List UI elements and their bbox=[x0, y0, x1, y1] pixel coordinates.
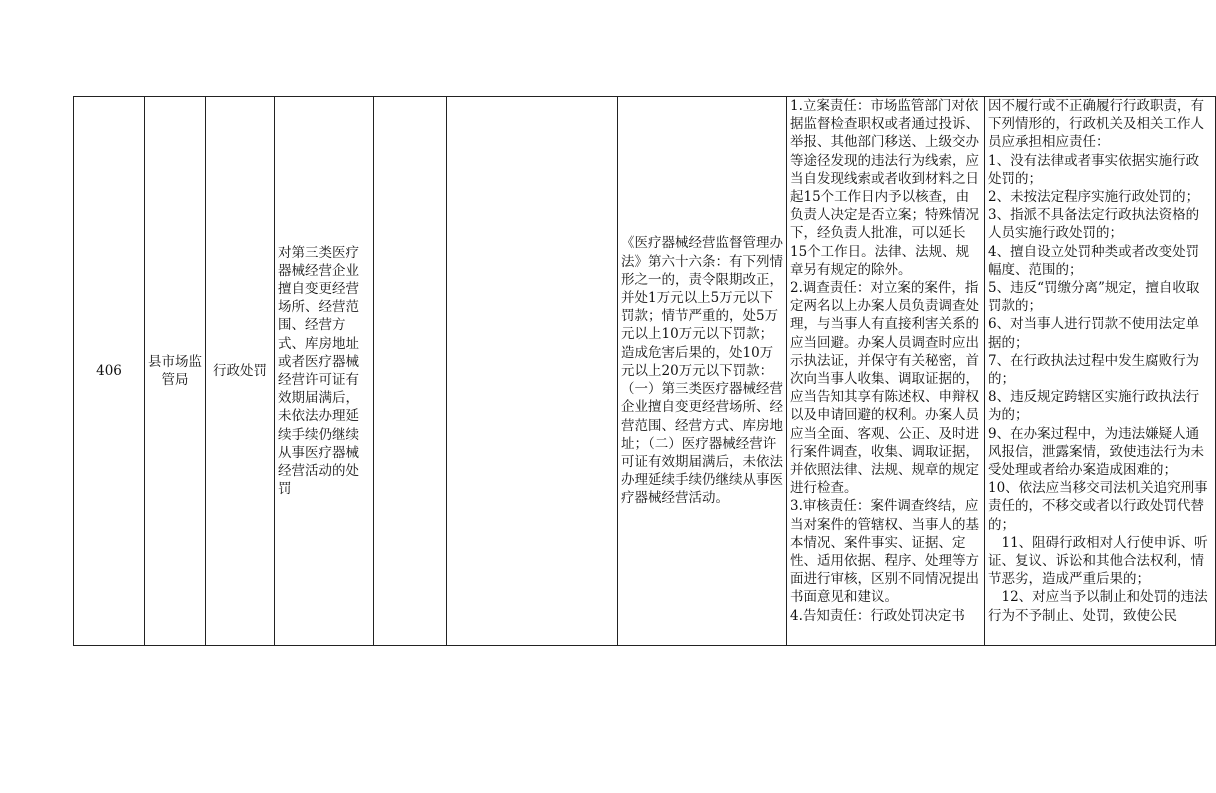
liability-intro: 因不履行或不正确履行行政职责，有下列情形的，行政机关及相关工作人员应承担相应责任： bbox=[988, 98, 1204, 151]
liability-item: 10、依法应当移交司法机关追究刑事责任的，不移交或者以行政处罚代替的； bbox=[988, 480, 1208, 533]
liability-item: 9、在办案过程中，为违法嫌疑人通风报信，泄露案情，致使违法行为未受处理或者给办案造成困难的； bbox=[988, 425, 1204, 479]
department-cell bbox=[145, 97, 206, 646]
liability-item: 7、在行政执法过程中发生腐败行为的； bbox=[988, 352, 1200, 388]
liability-item: 3、指派不具备法定行政执法资格的人员实施行政处罚的； bbox=[988, 207, 1200, 242]
responsibility-item: 3.审核责任：案件调查终结，应当对案件的管辖权、当事人的基本情况、案件事实、证据、定性、适用依据、程序、处理等方面进行审核，区别不同情况提出书面意见和建议。 bbox=[790, 498, 979, 606]
department-text: 县市场监管局 bbox=[148, 353, 202, 388]
responsibility-item: 1.立案责任：市场监管部门对依据监督检查职权或者通过投诉、举报、其他部门移送、上级交办等途径发现的违法行为线索，应当自发现线索或者收到材料之日起15个工作日内予以核查，由负责人决定是否立案；特殊情况下，经负责人批准，可以延长15个工作日。法律、法规、规章另有规定的除外。 bbox=[790, 98, 979, 278]
liability-item: 12、对应当予以制止和处罚的违法行为不予制止、处罚，致使公民 bbox=[988, 589, 1208, 624]
liability-item: 5、违反“罚缴分离”规定，擅自收取罚款的； bbox=[988, 280, 1200, 315]
liabilities-cell bbox=[985, 97, 1216, 646]
sub-item-cell bbox=[374, 97, 447, 646]
liability-item: 2、未按法定程序实施行政处罚的； bbox=[988, 189, 1200, 206]
responsibility-item: 2.调查责任：对立案的案件，指定两名以上办案人员负责调查处理，与当事人有直接利害关系的应当回避。办案人员调查时应出示执法证，并保守有关秘密，首次向当事人收集、调取证据的，应当告知其享有陈述权、申辩权以及申请回避的权利。办案人员应当全面、客观、公正、及时进行案件调查，收集、调取证据，并依照法律、法规、规章的规定进行检查。 bbox=[790, 280, 979, 497]
liability-item: 6、对当事人进行罚款不使用法定单据的； bbox=[988, 316, 1200, 351]
responsibilities-cell bbox=[787, 97, 985, 646]
row-number: 406 bbox=[74, 97, 145, 646]
legal-basis-text: 《医疗器械经营监督管理办法》第六十六条：有下列情形之一的，责令限期改正，并处1万元以上5万元以下罚款；情节严重的，处5万元以上10万元以下罚款；造成危害后果的，处10万元以上20万元以下罚款：（一）第三类医疗器械经营企业擅自变更经营场所、经营范围、经营方式、库房地址；（二）医疗器械经营许可证有效期届满后，未依法办理延续手续仍继续从事医疗器械经营活动。 bbox=[621, 235, 783, 507]
item-name-cell bbox=[275, 97, 374, 646]
responsibility-item: 4.告知责任：行政处罚决定书 bbox=[790, 607, 965, 624]
liability-item: 8、违反规定跨辖区实施行政执法行为的； bbox=[988, 389, 1200, 424]
liability-item: 4、擅自设立处罚种类或者改变处罚幅度、范围的； bbox=[988, 243, 1200, 278]
power-list-table bbox=[73, 96, 1216, 646]
liability-item: 11、阻碍行政相对人行使申诉、听证、复议、诉讼和其他合法权利，情节恶劣，造成严重后果的； bbox=[988, 534, 1208, 588]
item-name-text: 对第三类医疗器械经营企业擅自变更经营场所、经营范围、经营方式、库房地址或者医疗器械经营许可证有效期届满后，未依法办理延续手续仍继续从事医疗器械经营活动的处罚 bbox=[278, 244, 359, 498]
liability-item: 1、没有法律或者事实依据实施行政处罚的； bbox=[988, 152, 1200, 187]
power-type-cell: 行政处罚 bbox=[206, 97, 275, 646]
table-row bbox=[74, 97, 1216, 646]
empty-cell bbox=[447, 97, 618, 646]
legal-basis-cell bbox=[618, 97, 787, 646]
